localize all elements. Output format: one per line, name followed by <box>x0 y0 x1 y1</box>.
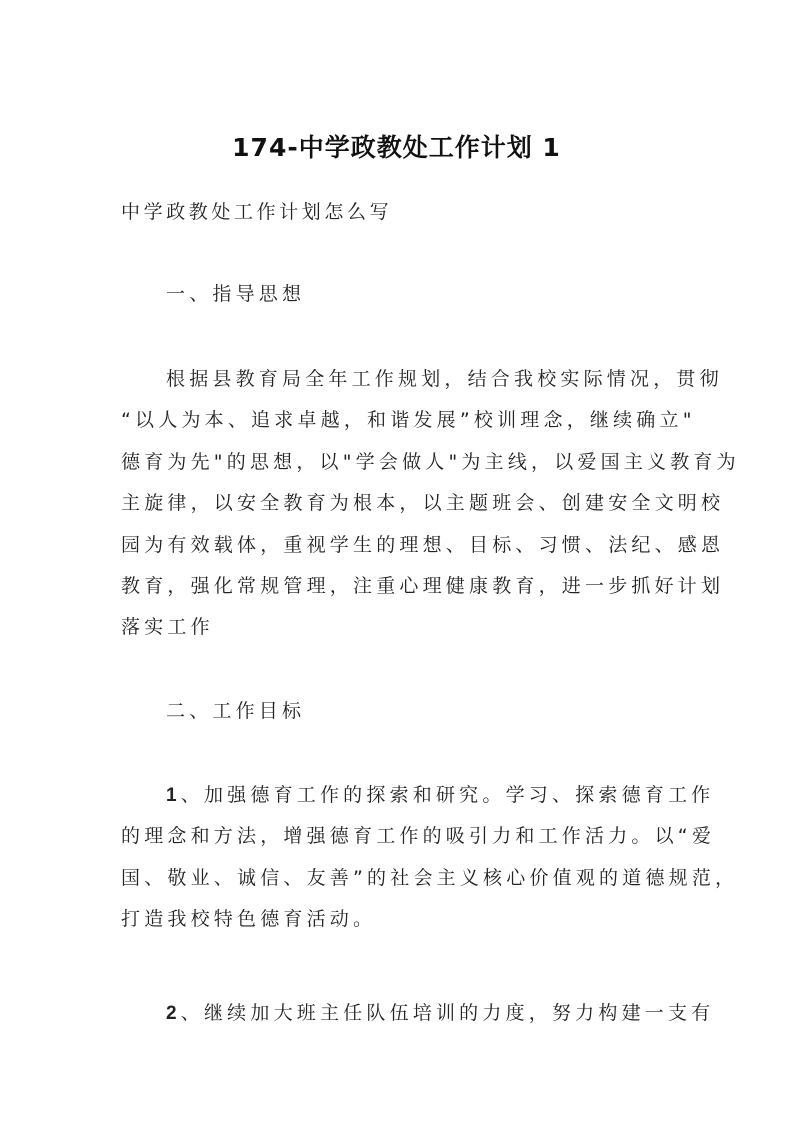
paragraph-line: 打造我校特色德育活动。 <box>121 908 377 931</box>
paragraph-line: 园为有效载体，重视学生的理想、目标、习惯、法纪、感恩 <box>121 533 725 556</box>
paragraph-goal-1 <box>121 775 739 941</box>
item-number: 2 <box>166 1003 181 1024</box>
paragraph-line: 德育为先"的思想，以"学会做人"为主线，以爱国主义教育为 <box>121 450 740 473</box>
paragraph-line: 的理念和方法，增强德育工作的吸引力和工作活力。以“爱 <box>121 825 716 848</box>
paragraph-line: “以人为本、追求卓越，和谐发展”校训理念，继续确立" <box>121 409 696 432</box>
paragraph-line: 落实工作 <box>121 616 214 639</box>
item-number: 1 <box>166 785 181 806</box>
paragraph-line: 根据县教育局全年工作规划，结合我校实际情况，贯彻 <box>166 368 723 390</box>
document-title: 174-中学政教处工作计划 1 <box>232 133 561 162</box>
paragraph-line-numbered <box>121 993 715 1034</box>
paragraph-line: 国、敬业、诚信、友善”的社会主义核心价值观的道德规范， <box>121 866 739 889</box>
paragraph-guiding-ideology <box>121 359 740 649</box>
paragraph-line-numbered <box>121 775 715 816</box>
paragraph-line: 教育，强化常规管理，注重心理健康教育，进一步抓好计划 <box>121 575 725 598</box>
document-subtitle: 中学政教处工作计划怎么写 <box>121 201 393 223</box>
section-heading-work-goals: 二、工作目标 <box>166 700 306 722</box>
section-heading-guiding-ideology: 一、指导思想 <box>166 283 306 305</box>
paragraph-line-text: 、加强德育工作的探索和研究。学习、探索德育工作 <box>180 784 715 806</box>
paragraph-line: 主旋律，以安全教育为根本，以主题班会、创建安全文明校 <box>121 492 725 515</box>
paragraph-goal-2 <box>121 993 715 1034</box>
paragraph-line-text: 、继续加大班主任队伍培训的力度，努力构建一支有 <box>180 1002 715 1024</box>
